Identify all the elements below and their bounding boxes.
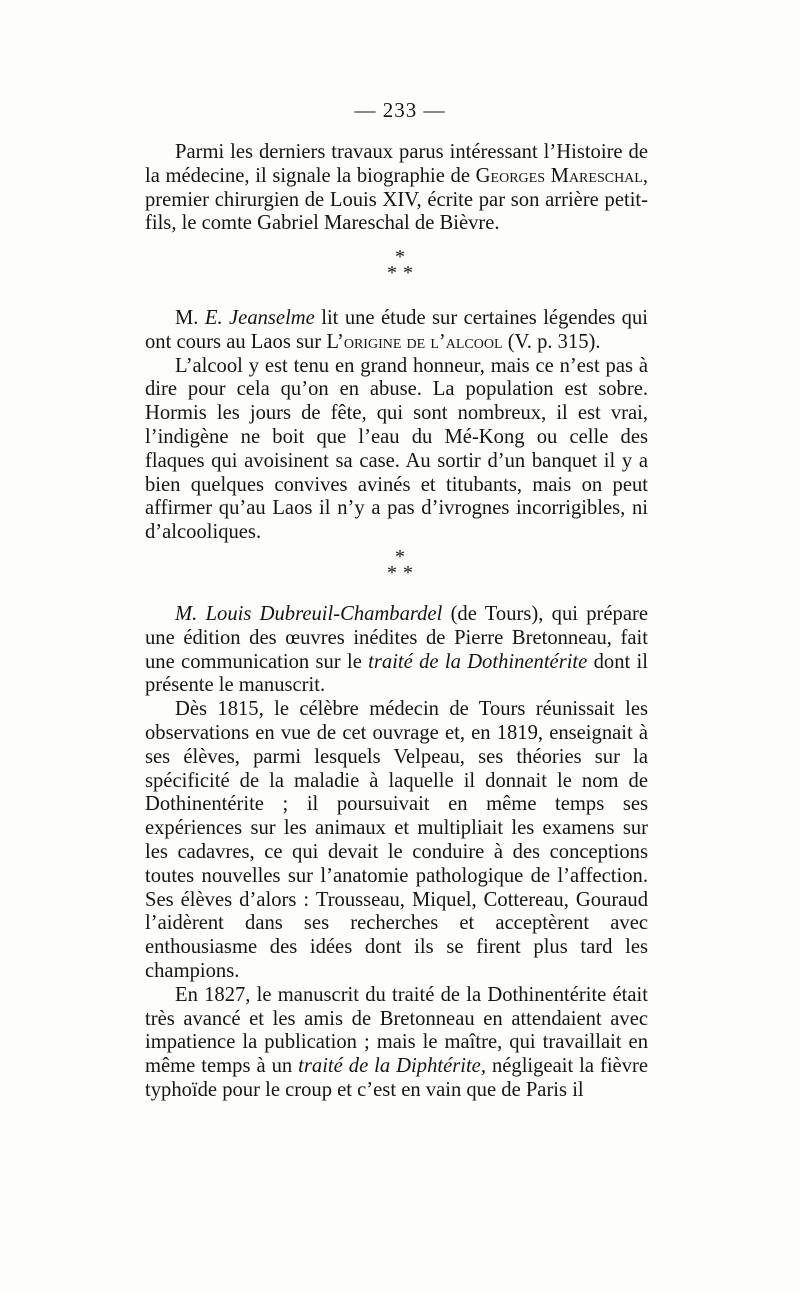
name-georges-mareschal: Georges Mareschal, xyxy=(475,164,648,187)
paragraph-dubreuil: M. Louis Dubreuil-Chambardel (de Tours), qui prépare une édition des œuvres inédites de Pierre Bretonneau, fait une communication sur le traité de la Dothinentérite dont il présente le manuscrit. xyxy=(145,603,648,697)
asterism-divider-2: * ** xyxy=(387,546,419,584)
paragraph-en-1827: En 1827, le manuscrit du traité de la Dothinentérite était très avancé et les amis de Bretonneau en attendaient avec impatience la publication ; mais le maître, qui travaillait en même temps à un traité de la Diphtérite, négligeait la fièvre typhoïde pour le croup et c’est en vain que de Paris il xyxy=(145,983,648,1101)
text-block-jeanselme xyxy=(145,307,648,545)
title-diphterite: traité de la Diphtérite, xyxy=(298,1055,486,1078)
author-dubreuil-chambardel: M. Louis Dubreuil-Chambardel xyxy=(175,603,443,625)
paragraph-des-1815: Dès 1815, le célèbre médecin de Tours réunissait les observations en vue de cet ouvrage et, en 1819, enseignait à ses élèves, parmi lesquels Velpeau, ses théories sur la spécificité de la maladie à laquelle il donnait le nom de Dothinentérite ; il poursuivait en même temps ses expériences sur les animaux et multipliait les examens sur les cadavres, ce qui devait le conduire à des conceptions toutes nouvelles sur l’anatomie pathologique de l’affection. Ses élèves d’alors : Trousseau, Miquel, Cottereau, Gouraud l’aidèrent dans ses recherches et acceptèrent avec enthousiasme des idées dont ils se firent plus tard les champions. xyxy=(145,698,648,982)
title-dothinenterite: traité de la Dothinentérite xyxy=(368,650,588,673)
paragraph-jeanselme: M. E. Jeanselme lit une étude sur certaines légendes qui ont cours au Laos sur L’origine de l’alcool (V. p. 315). xyxy=(145,307,648,353)
paragraph-alcool-laos: L’alcool y est tenu en grand honneur, mais ce n’est pas à dire pour cela qu’on en abuse. La population est sobre. Hormis les jours de fête, qui sont nombreux, il est vrai, l’indigène ne boit que l’eau du Mé-Kong ou celle des flaques qui avoisinent sa case. Au sortir d’un banquet il y a bien quelques convives avinés et titubants, mais on peut affirmer qu’au Laos il n’y a pas d’ivrognes incorrigibles, ni d’alcooliques. xyxy=(145,354,648,544)
paragraph-mareschal: Parmi les derniers travaux parus intéressant l’Histoire de la médecine, il signale la biographie de Georges Mareschal, premier chirurgien de Louis XIV, écrite par son arrière petit-fils, le comte Gabriel Mareschal de Bièvre. xyxy=(145,141,648,235)
text-block-mareschal xyxy=(145,141,648,236)
author-jeanselme: E. Jeanselme xyxy=(204,307,315,329)
title-origine-alcool: L’origine de l’alcool xyxy=(326,330,503,353)
asterism-divider-1: * ** xyxy=(387,246,419,284)
page-number: — 233 — xyxy=(354,98,446,122)
text-block-dubreuil xyxy=(145,603,648,1103)
